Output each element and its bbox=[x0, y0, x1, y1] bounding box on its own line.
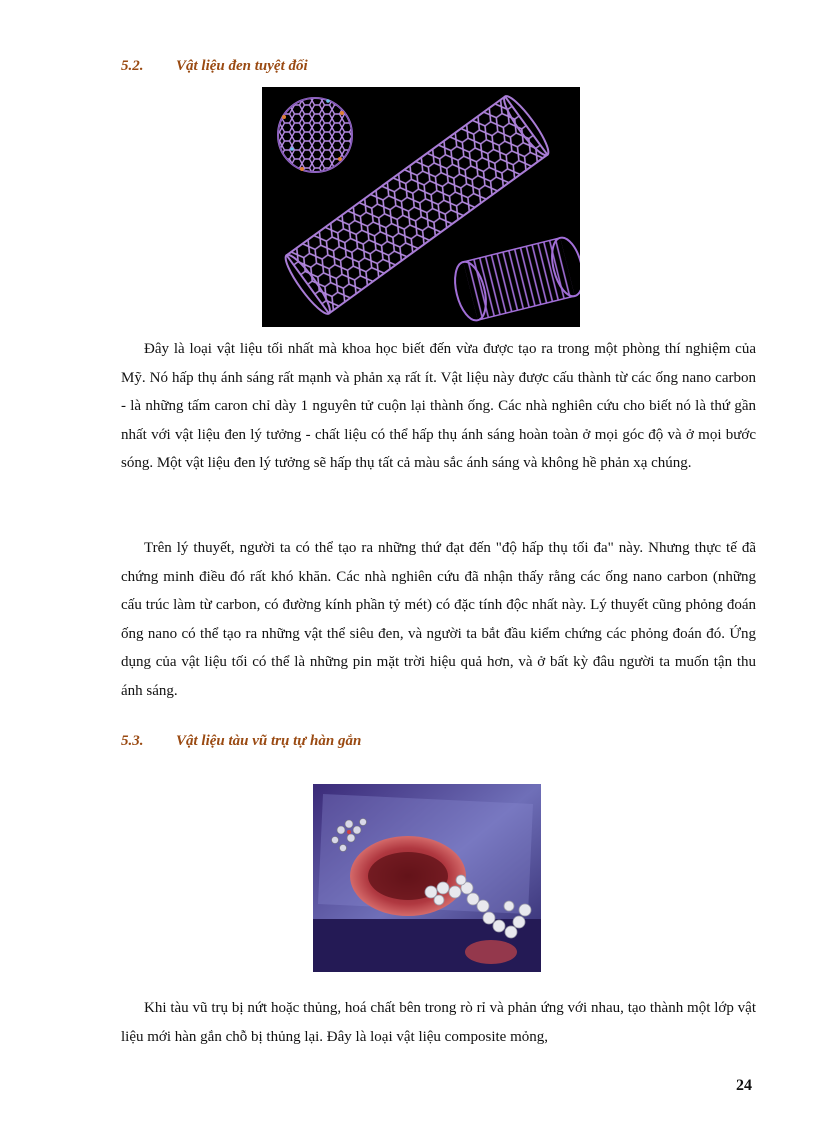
paragraph-black-material: Đây là loại vật liệu tối nhất mà khoa học biết đến vừa được tạo ra trong một phòng thí nghiệm của Mỹ. Nó hấp thụ ánh sáng rất mạnh và phản xạ rất ít. Vật liệu này được cấu thành từ các ống nano carbon - là những tấm caron chỉ dày 1 nguyên tử cuộn lại thành ống. Các nhà nghiên cứu cho biết nó là thứ gần nhất với vật liệu đen lý tưởng - chất liệu có thể hấp thụ ánh sáng hoàn toàn ở mọi góc độ và ở mọi bước sóng. Một vật liệu đen lý tưởng sẽ hấp thụ tất cả màu sắc ánh sáng và không hề phản xạ chúng. bbox=[121, 341, 756, 472]
nanotube-figure bbox=[262, 87, 580, 327]
nanotube-rings bbox=[450, 234, 580, 323]
section-heading-5-2 bbox=[121, 58, 308, 75]
section-heading-5-3 bbox=[121, 733, 361, 750]
self-healing-figure bbox=[313, 784, 541, 972]
section-number: 5.2. bbox=[121, 58, 144, 74]
page-number: 24 bbox=[736, 1077, 752, 1094]
section-number: 5.3. bbox=[121, 733, 144, 749]
section-title: Vật liệu đen tuyệt đối bbox=[176, 58, 308, 74]
fullerene-ball bbox=[278, 98, 352, 172]
paragraph-absorption-theory: Trên lý thuyết, người ta có thể tạo ra những thứ đạt đến "độ hấp thụ tối đa" này. Nhưng thực tế đã chứng minh điều đó rất khó khăn. Các nhà nghiên cứu đã nhận thấy rằng các ống nano carbon (những cấu trúc làm từ carbon, có đường kính phần tỷ mét) có đặc tính độc nhất này. Lý thuyết cũng phỏng đoán ống nano có thể tạo ra những vật thể siêu đen, và người ta bắt đầu kiểm chứng các phỏng đoán đó. Ứng dụng của vật liệu tối có thể là những pin mặt trời hiệu quả hơn, và ở bất kỳ đâu người ta muốn tận thu ánh sáng. bbox=[121, 540, 756, 699]
paragraph-spacecraft-healing: Khi tàu vũ trụ bị nứt hoặc thủng, hoá chất bên trong rò rỉ và phản ứng với nhau, tạo thành một lớp vật liệu mới hàn gắn chỗ bị thủng lại. Đây là loại vật liệu composite mỏng, bbox=[121, 1000, 756, 1045]
section-title: Vật liệu tàu vũ trụ tự hàn gắn bbox=[176, 733, 362, 749]
